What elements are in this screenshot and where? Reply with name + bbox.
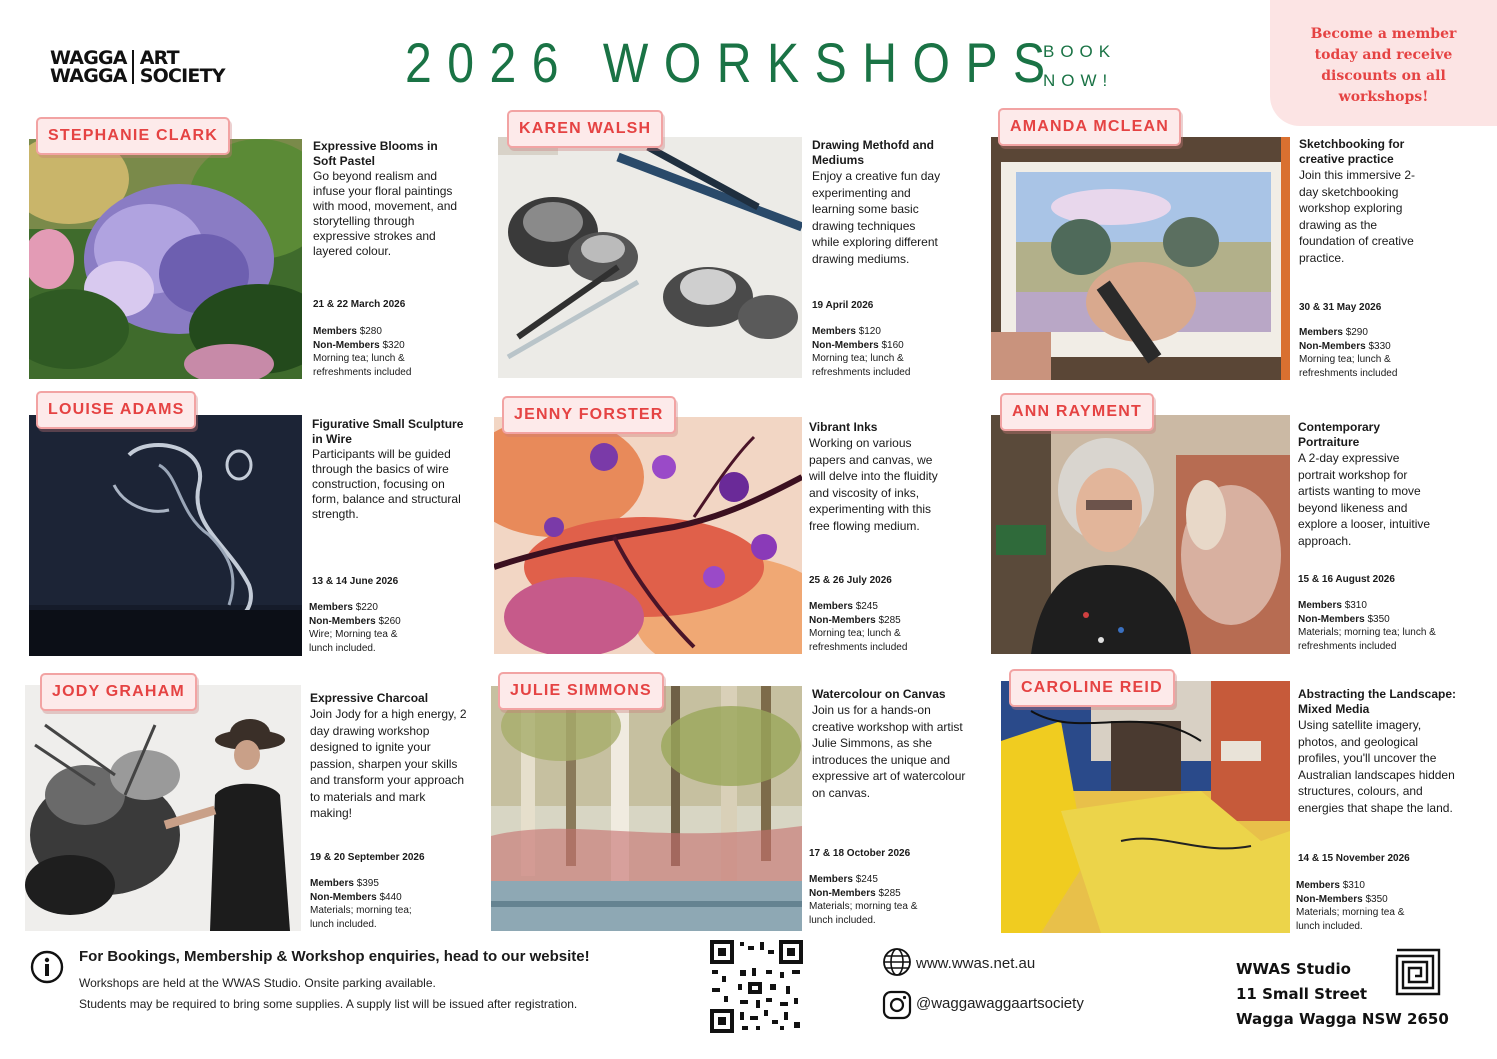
- tutor-tag: AMANDA MCLEAN: [998, 108, 1181, 146]
- ink-blossom-image: [494, 417, 802, 654]
- wire-sculpture-image: [29, 415, 302, 656]
- mushroom-drawing-image: [498, 137, 802, 378]
- workshop-description: Join this immersive 2-day sketchbooking workshop exploring drawing as the foundation of creative practice.: [1299, 168, 1416, 265]
- abstract-landscape-image: [1001, 681, 1290, 933]
- watercolour-forest-image: [491, 686, 802, 931]
- members-price: $245: [855, 601, 878, 612]
- charcoal-drawing-image: [25, 685, 301, 931]
- nonmembers-price: $330: [1368, 340, 1391, 352]
- instagram-icon: [882, 990, 912, 1020]
- maze-logo-icon: [1395, 948, 1441, 996]
- workshop-date: 30 & 31 May 2026: [1299, 302, 1382, 313]
- promo-text: Become a member today and receive discounts on all workshops!: [1310, 26, 1457, 105]
- workshop-description: Enjoy a creative fun day experimenting and learning some basic drawing techniques while exploring different drawing mediums.: [812, 169, 941, 266]
- logo-wagga-2: WAGGA: [50, 65, 127, 87]
- footer-supplies-note: Students may be required to bring some supplies. A supply list will be issued after registration.: [79, 997, 578, 1011]
- tutor-tag: ANN RAYMENT: [1000, 393, 1154, 431]
- workshop-title: Expressive Blooms in Soft Pastel: [313, 139, 438, 168]
- members-price: $395: [356, 878, 379, 889]
- workshop-info: [809, 687, 972, 927]
- nonmembers-label: Non-Members: [809, 887, 876, 899]
- portrait-artist-image: [991, 415, 1290, 654]
- nonmembers-price: $285: [878, 614, 901, 626]
- workshop-prices: [809, 873, 927, 927]
- tutor-tag: CAROLINE REID: [1009, 669, 1175, 707]
- workshop-date: 19 & 20 September 2026: [310, 852, 425, 863]
- tutor-tag: JULIE SIMMONS: [498, 672, 664, 710]
- globe-icon: [882, 947, 912, 977]
- workshop-description: Join us for a hands-on creative workshop with artist Julie Simmons, as she introduces the unique and expressive art of watercolour on canvas.: [812, 703, 966, 800]
- workshop-title: Watercolour on Canvas: [812, 687, 946, 701]
- workshop-date: 15 & 16 August 2026: [1298, 574, 1395, 585]
- footer-studio-note: Workshops are held at the WWAS Studio. Onsite parking available.: [79, 976, 436, 990]
- instagram-handle[interactable]: @waggawaggaartsociety: [916, 995, 1084, 1012]
- workshop-prices: [812, 325, 942, 379]
- members-label: Members: [313, 326, 357, 337]
- tutor-tag: LOUISE ADAMS: [36, 391, 196, 429]
- nonmembers-label: Non-Members: [309, 615, 376, 627]
- workshop-date: 14 & 15 November 2026: [1298, 853, 1410, 864]
- workshop-prices: [1296, 879, 1421, 933]
- studio-name: WWAS Studio: [1236, 960, 1351, 978]
- nonmembers-label: Non-Members: [1298, 613, 1365, 625]
- membership-promo: [1270, 0, 1497, 126]
- workshop-description: Participants will be guided through the basics of wire construction, focusing on form, balance and structural strength.: [312, 447, 461, 521]
- members-label: Members: [1296, 880, 1340, 891]
- info-icon: [30, 950, 64, 984]
- members-label: Members: [310, 878, 354, 889]
- nonmembers-price: $260: [378, 615, 401, 627]
- nonmembers-label: Non-Members: [1299, 340, 1366, 352]
- studio-town: Wagga Wagga NSW 2650: [1236, 1010, 1449, 1028]
- includes-text: Materials; morning tea; lunch included.: [310, 905, 412, 930]
- hydrangea-pastel-image: [29, 139, 302, 379]
- nonmembers-price: $350: [1367, 613, 1390, 625]
- members-price: $220: [355, 602, 378, 613]
- members-price: $310: [1344, 600, 1367, 611]
- members-price: $245: [855, 874, 878, 885]
- nonmembers-price: $160: [881, 339, 904, 351]
- workshop-date: 25 & 26 July 2026: [809, 575, 892, 586]
- nonmembers-label: Non-Members: [809, 614, 876, 626]
- workshop-prices: [313, 325, 463, 379]
- workshop-info: [812, 138, 942, 378]
- workshop-info: [310, 691, 470, 931]
- qr-code-icon[interactable]: [710, 940, 803, 1033]
- members-price: $120: [858, 326, 881, 337]
- workshop-prices: [309, 601, 414, 655]
- workshop-prices: [1299, 326, 1434, 380]
- includes-text: Materials; morning tea; lunch & refreshments included: [1298, 627, 1436, 652]
- workshop-description: Using satellite imagery, photos, and geological profiles, you'll uncover the Australian landscapes hidden structures, colours, and energies that shape the land.: [1298, 718, 1455, 815]
- website-link[interactable]: www.wwas.net.au: [916, 955, 1036, 972]
- workshop-info: [1298, 687, 1458, 932]
- logo-society: SOCIETY: [139, 65, 225, 87]
- workshop-description: Go beyond realism and infuse your floral paintings with mood, movement, and storytelling through expressive strokes and layered colour.: [313, 169, 458, 258]
- workshop-title: Abstracting the Landscape: Mixed Media: [1298, 687, 1457, 716]
- workshop-prices: [310, 877, 420, 931]
- logo-art: ART: [139, 47, 179, 69]
- society-logo: [50, 49, 225, 85]
- includes-text: Morning tea; lunch & refreshments included: [313, 353, 412, 378]
- includes-text: Morning tea; lunch & refreshments included: [1299, 354, 1398, 379]
- tutor-tag: JENNY FORSTER: [502, 396, 676, 434]
- workshop-description: Working on various papers and canvas, we will delve into the fluidity and viscosity of inks, experimenting with this free flowing medium.: [809, 436, 938, 533]
- members-label: Members: [809, 874, 853, 885]
- nonmembers-label: Non-Members: [310, 891, 377, 903]
- workshop-title: Expressive Charcoal: [310, 691, 429, 705]
- members-label: Members: [809, 601, 853, 612]
- nonmembers-label: Non-Members: [313, 339, 380, 351]
- workshop-info: [309, 417, 464, 657]
- workshop-info: [809, 420, 944, 655]
- workshop-prices: [809, 600, 919, 654]
- page-title: 2026 WORKSHOPS: [405, 31, 1061, 94]
- includes-text: Materials; morning tea & lunch included.: [809, 901, 918, 926]
- members-price: $310: [1342, 880, 1365, 891]
- logo-divider: [132, 50, 134, 84]
- includes-text: Materials; morning tea & lunch included.: [1296, 907, 1405, 932]
- workshop-info: [1298, 420, 1438, 655]
- logo-wagga-1: WAGGA: [50, 47, 127, 69]
- workshop-date: 21 & 22 March 2026: [313, 299, 406, 310]
- workshop-title: Sketchbooking for creative practice: [1299, 137, 1405, 166]
- footer-headline: For Bookings, Membership & Workshop enquiries, head to our website!: [79, 948, 590, 965]
- includes-text: Morning tea; lunch & refreshments included: [809, 628, 908, 653]
- workshop-title: Drawing Methofd and Mediums: [812, 138, 934, 167]
- workshop-date: 17 & 18 October 2026: [809, 848, 911, 859]
- members-label: Members: [309, 602, 353, 613]
- nonmembers-price: $320: [382, 339, 405, 351]
- workshop-date: 13 & 14 June 2026: [312, 576, 399, 587]
- tutor-tag: STEPHANIE CLARK: [36, 117, 230, 155]
- sketchbook-image: [991, 137, 1290, 380]
- studio-street: 11 Small Street: [1236, 985, 1368, 1003]
- includes-text: Morning tea; lunch & refreshments included: [812, 353, 911, 378]
- book-now[interactable]: [1043, 37, 1116, 95]
- members-label: Members: [1299, 327, 1343, 338]
- includes-text: Wire; Morning tea & lunch included.: [309, 629, 398, 654]
- members-price: $290: [1345, 327, 1368, 338]
- workshop-title: Contemporary Portraiture: [1298, 420, 1381, 449]
- workshop-title: Vibrant Inks: [809, 420, 878, 434]
- tutor-tag: KAREN WALSH: [507, 110, 663, 148]
- workshop-info: [1299, 137, 1434, 380]
- nonmembers-label: Non-Members: [812, 339, 879, 351]
- members-price: $280: [359, 326, 382, 337]
- workshop-description: A 2-day expressive portrait workshop for artists wanting to move beyond likeness and explore a looser, intuitive approach.: [1298, 451, 1431, 548]
- members-label: Members: [1298, 600, 1342, 611]
- workshop-description: Join Jody for a high energy, 2 day drawing workshop designed to ignite your passion, sharpen your skills and transform your approach to materials and mark making!: [310, 707, 467, 820]
- workshop-title: Figurative Small Sculpture in Wire: [312, 417, 464, 446]
- nonmembers-price: $440: [379, 891, 402, 903]
- nonmembers-label: Non-Members: [1296, 893, 1363, 905]
- nonmembers-price: $285: [878, 887, 901, 899]
- workshop-prices: [1298, 599, 1440, 653]
- members-label: Members: [812, 326, 856, 337]
- tutor-tag: JODY GRAHAM: [40, 673, 197, 711]
- workshop-date: 19 April 2026: [812, 300, 874, 311]
- book-now-line2: NOW!: [1043, 71, 1114, 90]
- nonmembers-price: $350: [1365, 893, 1388, 905]
- book-now-line1: BOOK: [1043, 42, 1117, 61]
- workshop-info: [313, 139, 463, 379]
